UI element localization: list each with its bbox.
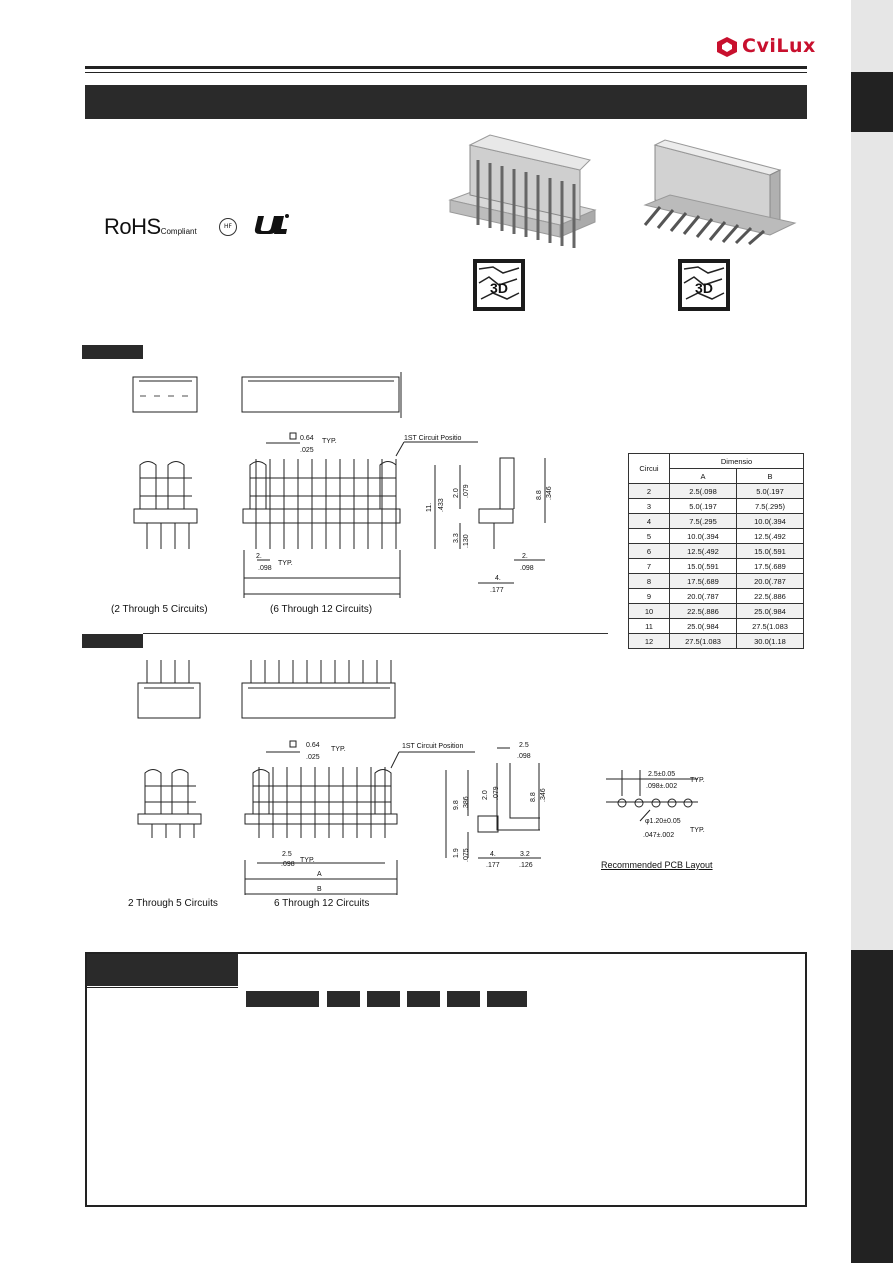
dim-346-r: .346 bbox=[540, 788, 547, 802]
dim-typ: TYP. bbox=[322, 438, 337, 445]
part-number-segment-6 bbox=[487, 991, 527, 1007]
3d-label: 3D bbox=[695, 280, 713, 296]
table-row: 7 15.0(.591 17.5(.689 bbox=[629, 559, 804, 574]
dim-pin-size-in: .025 bbox=[300, 447, 314, 454]
table-row: 2 2.5(.098 5.0(.197 bbox=[629, 484, 804, 499]
dim-a: A bbox=[317, 871, 322, 878]
ordering-info-frame bbox=[85, 952, 807, 1207]
pcb-hole: φ1.20±0.05 bbox=[645, 818, 681, 825]
table-row: 3 5.0(.197 7.5(.295) bbox=[629, 499, 804, 514]
dim-2-0-r: 2.0 bbox=[482, 790, 489, 800]
pcb-typ: TYP. bbox=[690, 777, 705, 784]
dim-075: .075 bbox=[463, 848, 470, 862]
part-number-segment-3 bbox=[367, 991, 400, 1007]
dim-386: .386 bbox=[463, 796, 470, 810]
table-row: 9 20.0(.787 22.5(.886 bbox=[629, 589, 804, 604]
first-circuit-label: 1ST Circuit Positio bbox=[404, 435, 462, 442]
header-dimension: Dimensio bbox=[670, 454, 804, 469]
table-row: 5 10.0(.394 12.5(.492 bbox=[629, 529, 804, 544]
table-row: 12 27.5(1.083 30.0(1.18 bbox=[629, 634, 804, 649]
dim-098-top: .098 bbox=[517, 753, 531, 760]
part-number-segment-5 bbox=[447, 991, 480, 1007]
dim-177-r: .177 bbox=[486, 862, 500, 869]
dim-3-3: 3.3 bbox=[453, 533, 460, 543]
caption-6-to-12-right: 6 Through 12 Circuits bbox=[274, 898, 370, 909]
caption-6-to-12-straight: (6 Through 12 Circuits) bbox=[270, 604, 373, 615]
dim-3-2: 3.2 bbox=[520, 851, 530, 858]
dim-2-0: 2.0 bbox=[453, 488, 460, 498]
dim-typ-r2: TYP. bbox=[300, 857, 315, 864]
dim-079: .079 bbox=[463, 484, 470, 498]
3d-label: 3D bbox=[490, 280, 508, 296]
table-row: 10 22.5(.886 25.0(.984 bbox=[629, 604, 804, 619]
dim-098: .098 bbox=[258, 565, 272, 572]
dim-4: 4. bbox=[495, 575, 501, 582]
header-circuit: Circui bbox=[629, 454, 670, 484]
table-row: 4 7.5(.295 10.0(.394 bbox=[629, 514, 804, 529]
dim-2-side: 2. bbox=[522, 553, 528, 560]
rohs-compliant: Compliant bbox=[160, 227, 197, 236]
part-number-segment-2 bbox=[327, 991, 360, 1007]
hf-mark: HF bbox=[219, 218, 237, 236]
pcb-typ-2: TYP. bbox=[690, 827, 705, 834]
dim-2: 2. bbox=[256, 553, 262, 560]
dim-079-r: .079 bbox=[493, 786, 500, 800]
pcb-pitch: 2.5±0.05 bbox=[648, 771, 676, 778]
dim-b: B bbox=[317, 886, 322, 893]
dim-pin-size-in-r: .025 bbox=[306, 754, 320, 761]
dim-177: .177 bbox=[490, 587, 504, 594]
dim-126: .126 bbox=[519, 862, 533, 869]
pcb-layout-title: Recommended PCB Layout bbox=[601, 860, 713, 870]
pcb-hole-in: .047±.002 bbox=[643, 832, 675, 839]
rohs-text: RoHS bbox=[104, 214, 161, 239]
dim-typ-2: TYP. bbox=[278, 560, 293, 567]
caption-2-to-5-straight: (2 Through 5 Circuits) bbox=[111, 604, 208, 615]
dim-8-8-r: 8.8 bbox=[530, 792, 537, 802]
dim-098-side: .098 bbox=[520, 565, 534, 572]
dim-346: .346 bbox=[546, 486, 553, 500]
part-number-segment-1 bbox=[246, 991, 319, 1007]
side-tab-bottom[interactable] bbox=[851, 950, 893, 1263]
table-row: 8 17.5(.689 20.0(.787 bbox=[629, 574, 804, 589]
dim-pin-size-r: 0.64 bbox=[306, 742, 320, 749]
dim-9-8: 9.8 bbox=[453, 800, 460, 810]
pcb-pitch-in: .098±.002 bbox=[646, 783, 678, 790]
dim-4-r: 4. bbox=[490, 851, 496, 858]
dim-2-5-top: 2.5 bbox=[519, 742, 529, 749]
ordering-label-rule bbox=[85, 987, 238, 988]
header-b: B bbox=[737, 469, 804, 484]
dim-8-8: 8.8 bbox=[536, 490, 543, 500]
dim-2-5: 2.5 bbox=[282, 851, 292, 858]
dim-pin-size: 0.64 bbox=[300, 435, 314, 442]
header-a: A bbox=[670, 469, 737, 484]
dim-1-9: 1.9 bbox=[453, 848, 460, 858]
dim-typ-r: TYP. bbox=[331, 746, 346, 753]
dim-11: 11. bbox=[426, 502, 433, 512]
part-number-segment-4 bbox=[407, 991, 440, 1007]
caption-2-to-5-right: 2 Through 5 Circuits bbox=[128, 898, 218, 909]
dimension-table bbox=[628, 453, 804, 649]
table-row: 11 25.0(.984 27.5(1.083 bbox=[629, 619, 804, 634]
dim-433: .433 bbox=[438, 498, 445, 512]
dim-098-r: .098 bbox=[281, 861, 295, 868]
ordering-info-label bbox=[87, 954, 238, 986]
brand-name: CviLux bbox=[742, 35, 816, 57]
first-circuit-label-r: 1ST Circuit Position bbox=[402, 743, 464, 750]
dim-130: .130 bbox=[463, 534, 470, 548]
table-row: 6 12.5(.492 15.0(.591 bbox=[629, 544, 804, 559]
